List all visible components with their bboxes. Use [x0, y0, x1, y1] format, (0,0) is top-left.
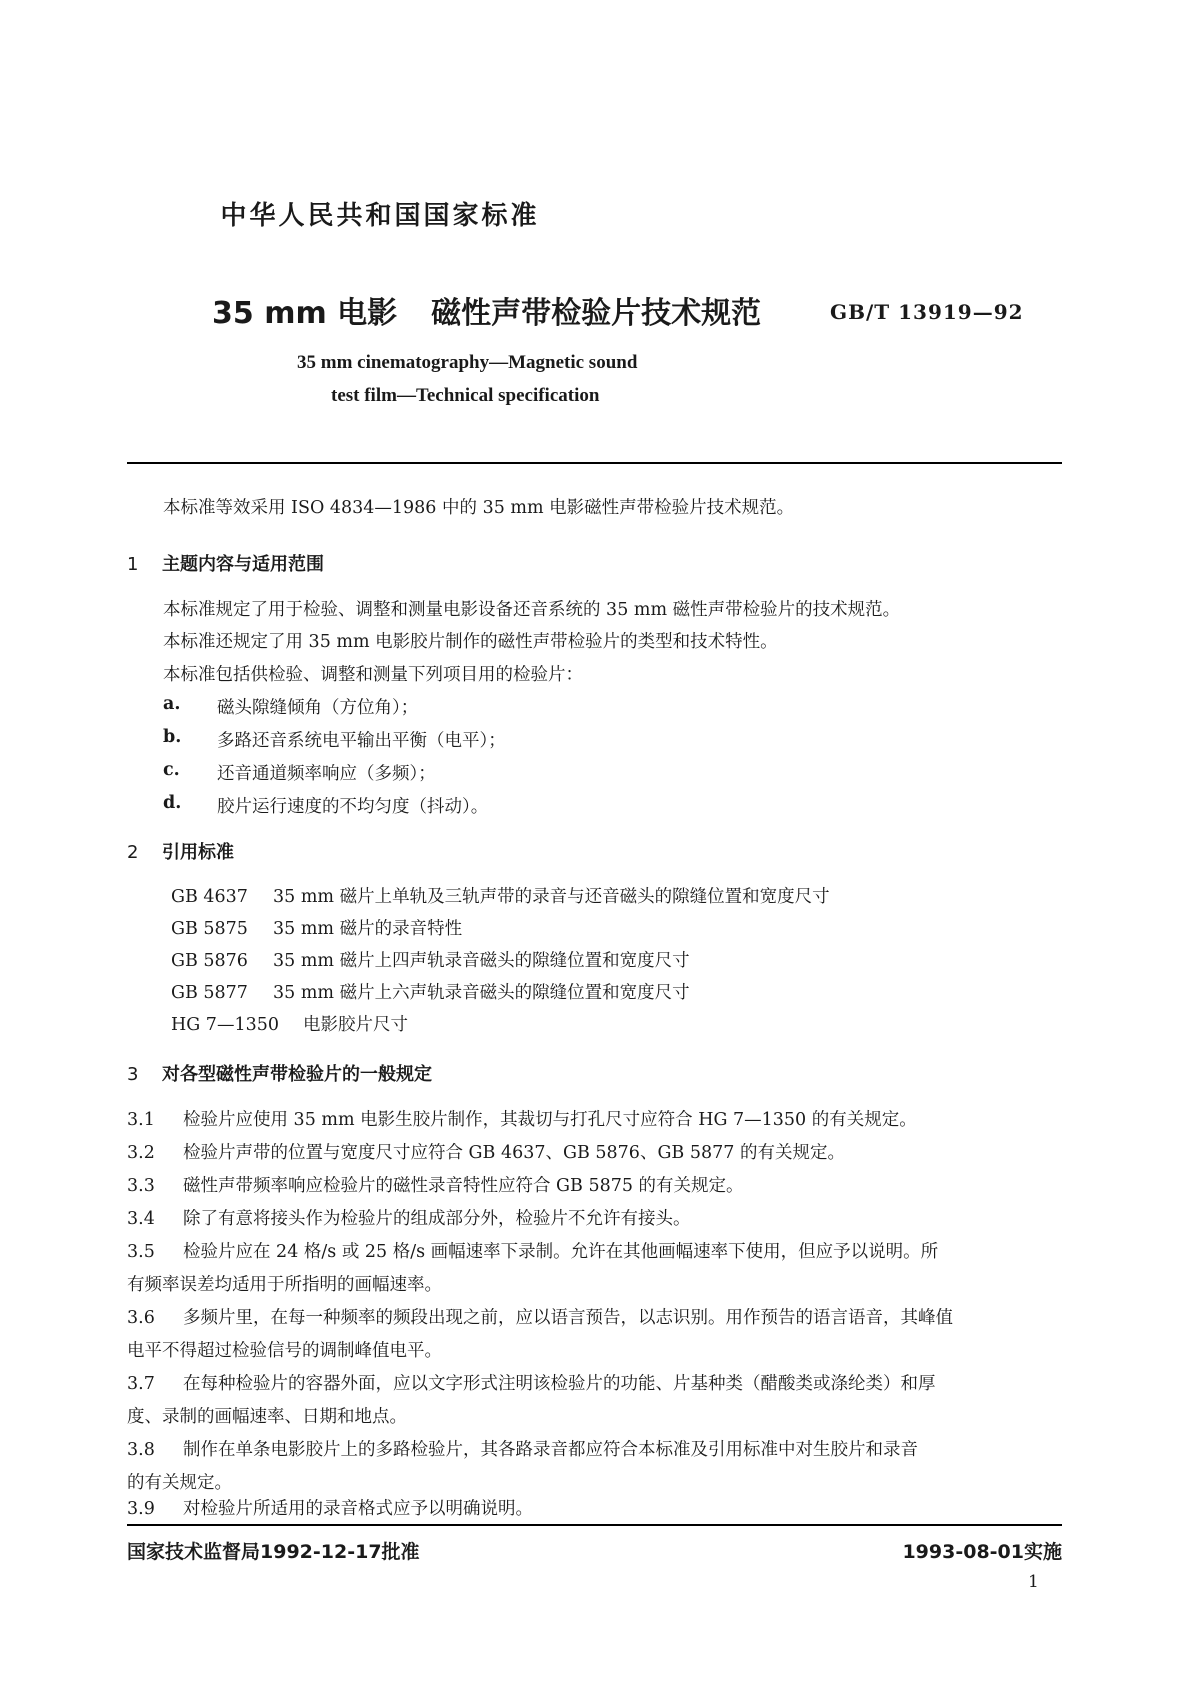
reference-item: [171, 979, 690, 1004]
list-item-text: 磁头隙缝倾角（方位角）；: [217, 698, 419, 718]
clause-3-4: [127, 1205, 691, 1230]
clause-number: 3.9: [127, 1499, 155, 1519]
clause-text: 检验片应在 24 格/s 或 25 格/s 画幅速率下录制。允许在其他画幅速率下使用，但应予以说明。所: [183, 1242, 939, 1262]
section-1-paragraph: 本标准规定了用于检验、调整和测量电影设备还音系统的 35 mm 磁性声带检验片的技术规范。: [163, 600, 901, 620]
page-number: 1: [1028, 1572, 1039, 1592]
reference-code: GB 5875: [171, 919, 248, 939]
section-title: 引用标准: [162, 842, 234, 863]
standard-number: GB/T 13919—92: [830, 300, 1024, 324]
list-item-label: c.: [163, 760, 180, 780]
reference-item: [171, 947, 690, 972]
clause-number: 3.6: [127, 1308, 155, 1328]
reference-item: [171, 1011, 408, 1036]
implementation-date: 1993-08-01实施: [902, 1541, 1062, 1563]
clause-number: 3.1: [127, 1110, 155, 1130]
reference-title: 35 mm 磁片上四声轨录音磁头的隙缝位置和宽度尺寸: [273, 951, 690, 971]
section-number: 2: [127, 842, 139, 863]
reference-code: GB 5876: [171, 951, 248, 971]
top-rule: [127, 462, 1062, 464]
list-item-label: d.: [163, 793, 182, 813]
list-item-text: 多路还音系统电平输出平衡（电平）；: [217, 731, 506, 751]
section-number: 1: [127, 554, 139, 575]
list-item-text: 还音通道频率响应（多频）；: [217, 764, 436, 784]
clause-3-8: [127, 1436, 918, 1461]
clause-text: 磁性声带频率响应检验片的磁性录音特性应符合 GB 5875 的有关规定。: [183, 1176, 744, 1196]
english-title-line-2: test film—Technical specification: [331, 385, 600, 406]
section-title: 主题内容与适用范围: [162, 554, 324, 575]
clause-number: 3.5: [127, 1242, 155, 1262]
clause-text: 检验片声带的位置与宽度尺寸应符合 GB 4637、GB 5876、GB 5877 的有关规定。: [183, 1143, 845, 1163]
list-item-text: 胶片运行速度的不均匀度（抖动）。: [217, 797, 489, 817]
reference-title: 35 mm 磁片上单轨及三轨声带的录音与还音磁头的隙缝位置和宽度尺寸: [273, 887, 830, 907]
reference-title: 电影胶片尺寸: [303, 1015, 408, 1035]
clause-3-6: [127, 1304, 953, 1329]
clause-3-5: [127, 1238, 938, 1263]
clause-text: 制作在单条电影胶片上的多路检验片，其各路录音都应符合本标准及引用标准中对生胶片和录音: [183, 1440, 918, 1460]
bottom-rule: [127, 1524, 1062, 1526]
clause-3-7-continued: 度、录制的画幅速率、日期和地点。: [127, 1407, 407, 1427]
clause-3-2: [127, 1139, 845, 1164]
clause-3-5-continued: 有频率误差均适用于所指明的画幅速率。: [127, 1275, 442, 1295]
reference-title: 35 mm 磁片的录音特性: [273, 919, 463, 939]
reference-code: GB 4637: [171, 887, 248, 907]
title-part-1: 35 mm 电影: [212, 296, 398, 331]
section-1-paragraph: 本标准包括供检验、调整和测量下列项目用的检验片：: [163, 665, 583, 685]
section-title: 对各型磁性声带检验片的一般规定: [162, 1064, 432, 1085]
reference-item: [171, 915, 462, 940]
clause-text: 除了有意将接头作为检验片的组成部分外，检验片不允许有接头。: [183, 1209, 691, 1229]
clause-3-1: [127, 1106, 917, 1131]
reference-code: GB 5877: [171, 983, 248, 1003]
clause-text: 在每种检验片的容器外面，应以文字形式注明该检验片的功能、片基种类（醋酸类或涤纶类）和厚: [183, 1374, 936, 1394]
clause-text: 检验片应使用 35 mm 电影生胶片制作，其裁切与打孔尺寸应符合 HG 7—1350 的有关规定。: [183, 1110, 917, 1130]
intro-paragraph: 本标准等效采用 ISO 4834—1986 中的 35 mm 电影磁性声带检验片技术规范。: [163, 498, 795, 518]
reference-item: [171, 883, 830, 908]
section-3-heading: [127, 1060, 432, 1086]
list-item-label: a.: [163, 694, 181, 714]
clause-number: 3.8: [127, 1440, 155, 1460]
title-part-2: 磁性声带检验片技术规范: [431, 296, 762, 331]
clause-number: 3.7: [127, 1374, 155, 1394]
reference-title: 35 mm 磁片上六声轨录音磁头的隙缝位置和宽度尺寸: [273, 983, 690, 1003]
document-title: [212, 288, 761, 332]
clause-3-3: [127, 1172, 744, 1197]
clause-text: 多频片里，在每一种频率的频段出现之前，应以语言预告，以志识别。用作预告的语言语音，其峰值: [183, 1308, 953, 1328]
section-2-heading: [127, 838, 234, 864]
national-standard-heading: 中华人民共和国国家标准: [220, 201, 540, 231]
reference-code: HG 7—1350: [171, 1015, 279, 1035]
clause-3-8-continued: 的有关规定。: [127, 1473, 232, 1493]
clause-number: 3.4: [127, 1209, 155, 1229]
clause-number: 3.2: [127, 1143, 155, 1163]
section-1-heading: [127, 550, 324, 576]
clause-3-7: [127, 1370, 936, 1395]
english-title-line-1: 35 mm cinematography—Magnetic sound: [297, 352, 638, 373]
section-number: 3: [127, 1064, 139, 1085]
section-1-paragraph: 本标准还规定了用 35 mm 电影胶片制作的磁性声带检验片的类型和技术特性。: [163, 632, 778, 652]
clause-text: 对检验片所适用的录音格式应予以明确说明。: [183, 1499, 533, 1519]
approval-notice: 国家技术监督局1992-12-17批准: [127, 1541, 420, 1563]
clause-3-9: [127, 1495, 533, 1520]
clause-number: 3.3: [127, 1176, 155, 1196]
list-item-label: b.: [163, 727, 182, 747]
clause-3-6-continued: 电平不得超过检验信号的调制峰值电平。: [127, 1341, 442, 1361]
